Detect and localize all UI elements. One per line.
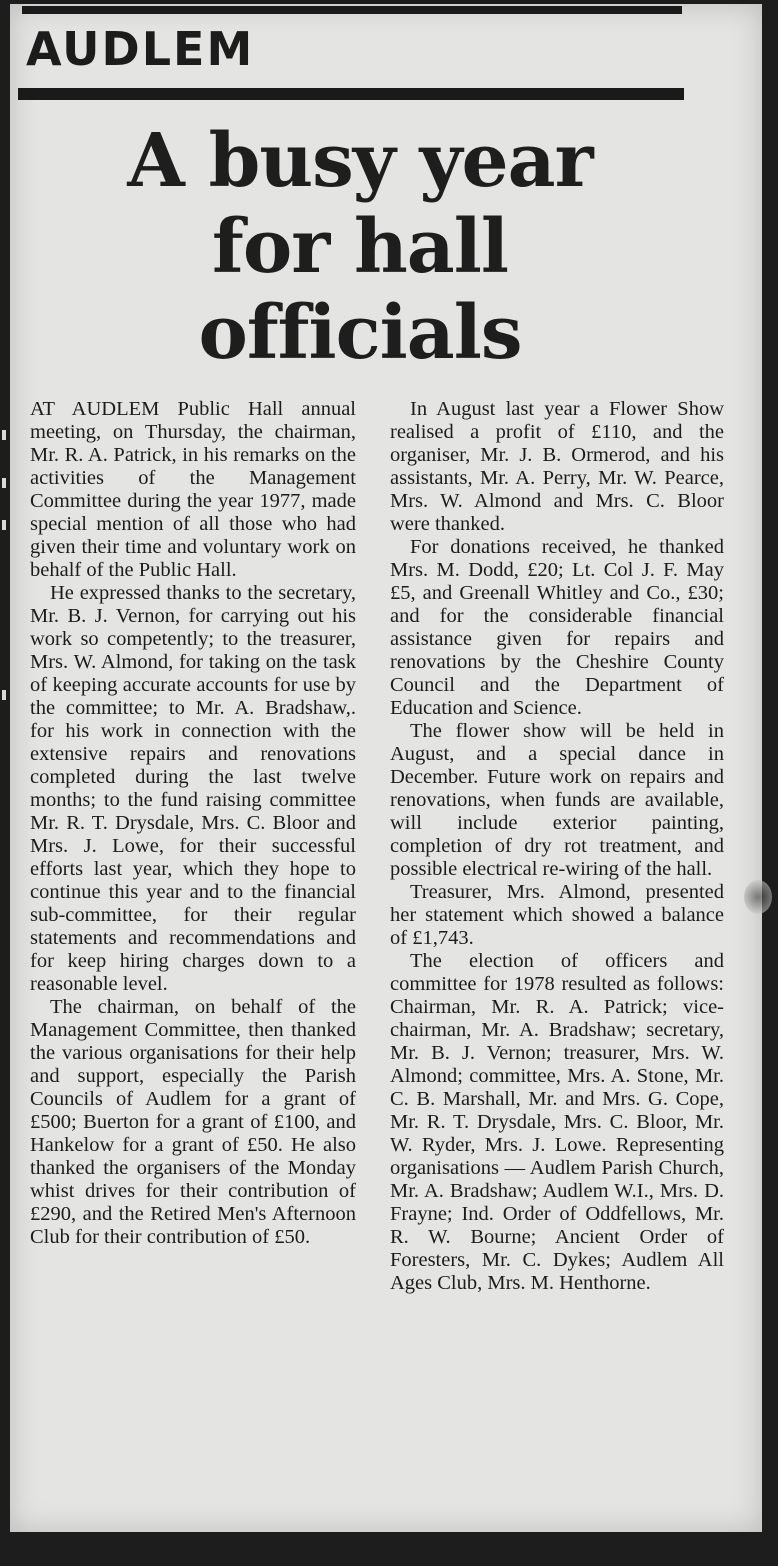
paragraph: Treasurer, Mrs. Almond, presented her statement which showed a balance of £1,743. bbox=[390, 881, 724, 949]
edge-tick bbox=[2, 690, 6, 700]
edge-tick bbox=[2, 478, 6, 488]
edge-tick bbox=[2, 520, 6, 530]
heading-rule bbox=[18, 88, 684, 100]
paragraph: For donations received, he thanked Mrs. M. Dodd, £20; Lt. Col J. F. May £5, and Greenall Whitley and Co., £30; and for the considerable financial assistance given for repairs and renovations by the Cheshire County Council and the Department of Education and Science. bbox=[390, 536, 724, 719]
paragraph: The flower show will be held in August, and a special dance in December. Future work on repairs and renovations, when funds are available, will include exterior painting, completion of dry rot treatment, and possible electrical re-wiring of the hall. bbox=[390, 720, 724, 880]
paragraph: The election of officers and committee for 1978 resulted as follows: Chairman, Mr. R. A. Patrick; vice-chairman, Mr. A. Bradshaw; secretary, Mr. B. J. Vernon; treasurer, Mrs. W. Almond; committee, Mrs. A. Stone, Mr. C. B. Marshall, Mr. and Mrs. G. Cope, Mr. R. T. Drysdale, Mrs. C. Bloor, Mr. W. Ryder, Mrs. J. Lowe. Representing organisations — Audlem Parish Church, Mr. A. Bradshaw; Audlem W.I., Mrs. D. Frayne; Ind. Order of Oddfellows, Mr. R. W. Bourne; Ancient Order of Foresters, Mr. C. Dykes; Audlem All Ages Club, Mrs. M. Henthorne. bbox=[390, 950, 724, 1294]
left-edge-marks bbox=[0, 400, 8, 900]
paragraph: In August last year a Flower Show realised a profit of £110, and the organiser, Mr. J. B. Ormerod, and his assistants, Mr. A. Perry, Mr. W. Pearce, Mrs. W. Almond and Mrs. C. Bloor were thanked. bbox=[390, 398, 724, 535]
paper-stain bbox=[744, 880, 772, 914]
paragraph: The chairman, on behalf of the Management Committee, then thanked the various organisations for their help and support, especially the Parish Councils of Audlem for a grant of £500; Buerton for a grant of £100, and Hankelow for a grant of £50. He also thanked the organisers of the Monday whist drives for their contribution of £290, and the Retired Men's Afternoon Club for their contribution of £50. bbox=[30, 996, 356, 1248]
section-heading: AUDLEM bbox=[26, 22, 255, 76]
headline bbox=[60, 118, 660, 376]
top-rule bbox=[22, 6, 682, 14]
article-column-right bbox=[390, 398, 724, 1295]
headline-line: for hall bbox=[212, 204, 508, 290]
edge-tick bbox=[2, 430, 6, 440]
headline-line: A busy year bbox=[127, 118, 593, 204]
article-column-left bbox=[30, 398, 356, 1249]
paragraph: AT AUDLEM Public Hall annual meeting, on Thursday, the chairman, Mr. R. A. Patrick, in his remarks on the activities of the Management Committee during the year 1977, made special mention of all those who had given their time and voluntary work on behalf of the Public Hall. bbox=[30, 398, 356, 581]
headline-line: officials bbox=[198, 290, 522, 376]
paragraph: He expressed thanks to the secretary, Mr. B. J. Vernon, for carrying out his work so competently; to the treasurer, Mrs. W. Almond, for taking on the task of keeping accurate accounts for use by the committee; to Mr. A. Bradshaw,. for his work in connection with the extensive repairs and renovations completed during the last twelve months; to the fund raising committee Mr. R. T. Drysdale, Mrs. C. Bloor and Mrs. J. Lowe, for their successful efforts last year, which they hope to continue this year and to the financial sub-committee, for their regular statements and recommendations and for keep hiring charges down to a reasonable level. bbox=[30, 582, 356, 995]
